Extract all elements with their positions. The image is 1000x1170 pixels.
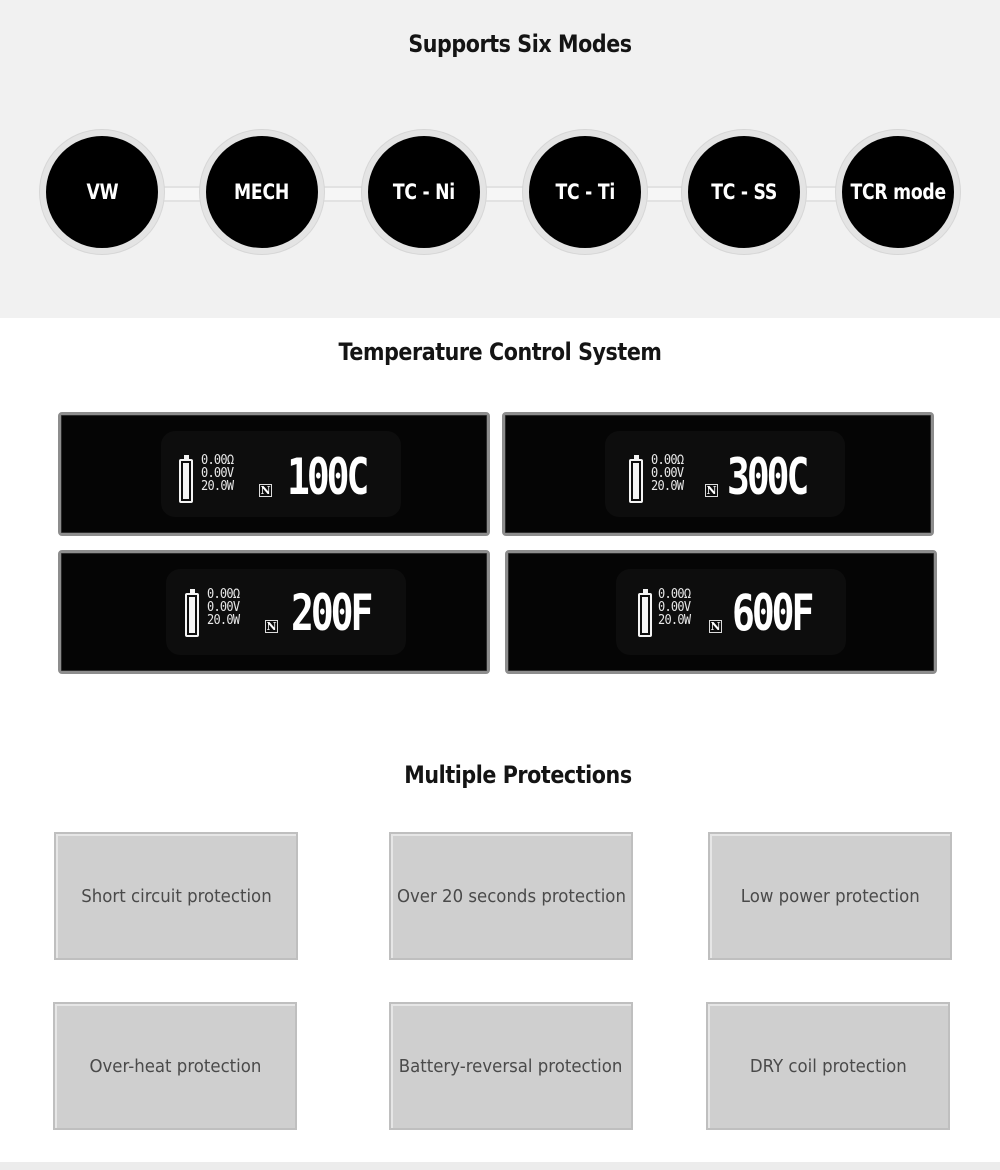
screen-readout (207, 589, 239, 628)
mode-label: TC - Ti (555, 180, 615, 204)
wattage-value: 20.0W (207, 613, 240, 628)
resistance-value: 0.00Ω (201, 453, 234, 468)
screen-readout (201, 455, 233, 494)
temp-screen-300c (502, 412, 934, 536)
wattage-value: 20.0W (658, 613, 691, 628)
battery-icon (629, 459, 643, 503)
protection-label: Over 20 seconds protection (396, 885, 626, 907)
battery-icon (185, 593, 199, 637)
modes-section (0, 0, 1000, 318)
mode-tc-ss (682, 130, 806, 254)
protection-label: Battery-reversal protection (399, 1055, 623, 1077)
resistance-value: 0.00Ω (207, 587, 240, 602)
mode-label: MECH (234, 180, 290, 204)
temperature-value: 300C (727, 448, 807, 506)
screen-readout (651, 455, 683, 494)
protections-title: Multiple Protections (404, 761, 632, 789)
mode-tcr (836, 130, 960, 254)
mode-label: VW (86, 180, 118, 204)
screen-readout (658, 589, 690, 628)
battery-icon (179, 459, 193, 503)
mode-label: TCR mode (850, 180, 946, 204)
mode-tc-ni (362, 130, 486, 254)
temp-screen-100c (58, 412, 490, 536)
nickel-mode-icon: N (266, 620, 277, 633)
temperature-value: 200F (291, 584, 371, 642)
protection-label: DRY coil protection (749, 1055, 907, 1077)
protection-label: Over-heat protection (89, 1055, 261, 1077)
mode-mech (200, 130, 324, 254)
protection-battery-reversal (389, 1002, 633, 1130)
protection-label: Low power protection (740, 885, 920, 907)
mode-vw (40, 130, 164, 254)
resistance-value: 0.00Ω (658, 587, 691, 602)
wattage-value: 20.0W (651, 479, 684, 494)
temperature-value: 600F (732, 584, 812, 642)
voltage-value: 0.00V (201, 466, 234, 481)
nickel-mode-icon: N (706, 484, 717, 497)
temperature-title: Temperature Control System (338, 338, 662, 366)
mode-label: TC - SS (711, 180, 777, 204)
temp-screen-200f (58, 550, 490, 674)
protection-over-20-seconds (389, 832, 633, 960)
modes-title: Supports Six Modes (408, 30, 632, 58)
temperature-value: 100C (287, 448, 367, 506)
resistance-value: 0.00Ω (651, 453, 684, 468)
protection-over-heat (53, 1002, 297, 1130)
protection-label: Short circuit protection (80, 885, 272, 907)
nickel-mode-icon: N (260, 484, 271, 497)
mode-tc-ti (523, 130, 647, 254)
nickel-mode-icon: N (710, 620, 721, 633)
battery-icon (638, 593, 652, 637)
mode-label: TC - Ni (392, 180, 456, 204)
voltage-value: 0.00V (207, 600, 240, 615)
bottom-divider (0, 1162, 1000, 1170)
protection-short-circuit (54, 832, 298, 960)
wattage-value: 20.0W (201, 479, 234, 494)
protection-dry-coil (706, 1002, 950, 1130)
temp-screen-600f (505, 550, 937, 674)
protection-low-power (708, 832, 952, 960)
voltage-value: 0.00V (651, 466, 684, 481)
voltage-value: 0.00V (658, 600, 691, 615)
